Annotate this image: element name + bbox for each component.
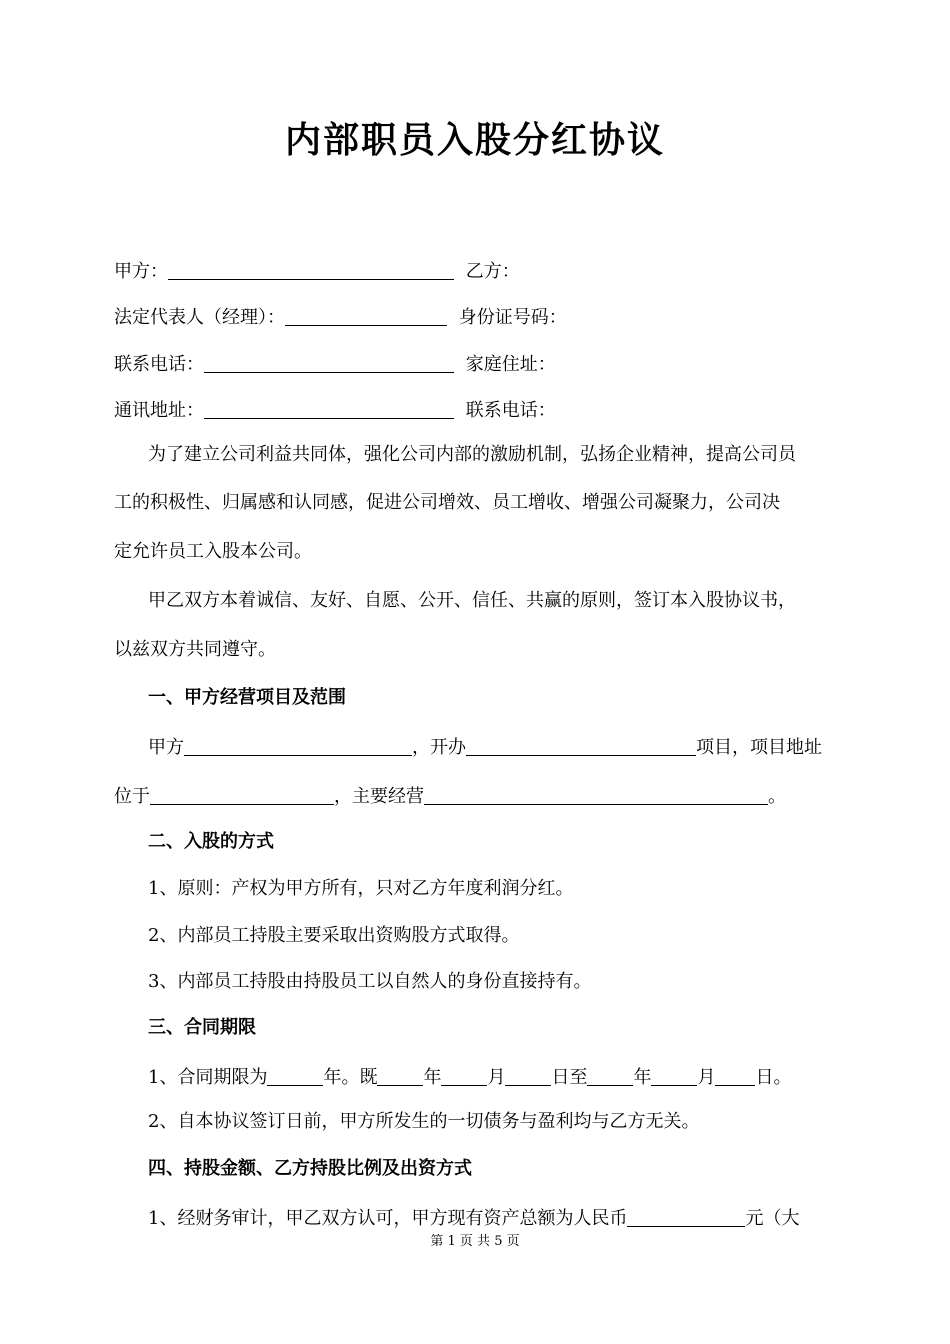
s1-text-f: 。 — [768, 786, 786, 807]
party-line-2 — [114, 304, 567, 330]
mail-address-blank — [204, 400, 454, 419]
section3-heading: 三、合同期限 — [148, 1017, 256, 1038]
mail-address-label: 通讯地址： — [114, 400, 204, 421]
s3-blank-start-year — [377, 1067, 423, 1086]
intro-p1-line2: 工的积极性、归属感和认同感，促进公司增效、员工增收、增强公司凝聚力，公司决 — [114, 492, 780, 513]
s1-text-b: ，开办 — [412, 737, 466, 758]
s1-blank-project — [466, 737, 696, 756]
section1-line2 — [114, 783, 786, 809]
page-footer: 第 1 页 共 5 页 — [430, 1234, 520, 1249]
s3-text-4: 月 — [487, 1067, 506, 1088]
party-line-3 — [114, 351, 556, 377]
s1-text-d: 位于 — [114, 786, 150, 807]
document-title: 内部职员入股分红协议 — [284, 120, 665, 161]
section2-heading: 二、入股的方式 — [148, 831, 274, 852]
party-a-label: 甲方： — [114, 261, 168, 282]
intro-p1-line1: 为了建立公司利益共同体，强化公司内部的激励机制，弘扬企业精神，提高公司员 — [148, 444, 796, 465]
party-line-1 — [114, 258, 520, 284]
phone-a-blank — [204, 354, 454, 373]
home-address-label: 家庭住址： — [465, 354, 556, 375]
phone-label-a: 联系电话： — [114, 354, 204, 375]
s4-text-a: 1、经财务审计，甲乙双方认可，甲方现有资产总额为人民币 — [148, 1208, 628, 1229]
s3-text-5: 日至 — [551, 1067, 588, 1088]
s1-text-e: ，主要经营 — [334, 786, 424, 807]
intro-p2-line1: 甲乙双方本着诚信、友好、自愿、公开、信任、共赢的原则，签订本入股协议书， — [148, 590, 796, 611]
s1-blank-business — [424, 786, 768, 805]
section1-line1 — [148, 734, 822, 760]
s3-text-3: 年 — [423, 1067, 442, 1088]
party-a-blank — [168, 261, 454, 280]
s3-text-8: 日。 — [755, 1067, 792, 1088]
legal-rep-label: 法定代表人（经理）： — [114, 307, 285, 328]
section2-item3: 3、内部员工持股由持股员工以自然人的身份直接持有。 — [148, 971, 592, 992]
intro-p1-line3: 定允许员工入股本公司。 — [114, 541, 312, 562]
s3-text-2: 年。既 — [323, 1067, 378, 1088]
phone-label-b: 联系电话： — [465, 400, 556, 421]
s3-text-7: 月 — [697, 1067, 716, 1088]
s3-blank-start-day — [505, 1067, 551, 1086]
section3-item1 — [148, 1064, 791, 1090]
section4-heading: 四、持股金额、乙方持股比例及出资方式 — [148, 1158, 472, 1179]
s3-blank-start-month — [441, 1067, 487, 1086]
s3-blank-years — [267, 1067, 323, 1086]
id-number-label: 身份证号码： — [458, 307, 567, 328]
s4-text-b: 元（大 — [745, 1208, 800, 1229]
s4-blank-amount — [627, 1208, 745, 1227]
s3-text-6: 年 — [633, 1067, 652, 1088]
section4-item1 — [148, 1205, 799, 1231]
party-b-label: 乙方： — [465, 261, 520, 282]
s3-text-1: 1、合同期限为 — [148, 1067, 268, 1088]
section2-item2: 2、内部员工持股主要采取出资购股方式取得。 — [148, 925, 520, 946]
party-line-4 — [114, 397, 556, 423]
s3-blank-end-year — [587, 1067, 633, 1086]
s1-text-a: 甲方 — [148, 737, 184, 758]
section2-item1: 1、原则：产权为甲方所有，只对乙方年度利润分红。 — [148, 878, 574, 899]
s1-blank-party — [184, 737, 412, 756]
s1-text-c: 项目，项目地址 — [696, 737, 822, 758]
intro-p2-line2: 以兹双方共同遵守。 — [114, 639, 276, 660]
s3-blank-end-month — [651, 1067, 697, 1086]
section1-heading: 一、甲方经营项目及范围 — [148, 687, 346, 708]
section3-item2: 2、自本协议签订日前，甲方所发生的一切债务与盈利均与乙方无关。 — [148, 1111, 700, 1132]
s1-blank-location — [150, 786, 334, 805]
legal-rep-blank — [285, 307, 447, 326]
s3-blank-end-day — [715, 1067, 755, 1086]
